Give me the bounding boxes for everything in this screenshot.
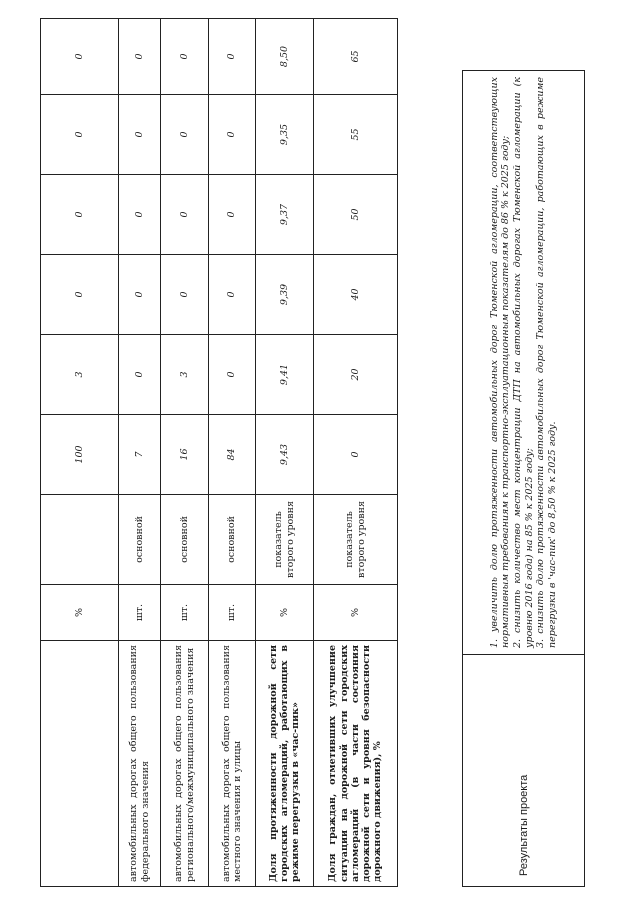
value-cell: 0 bbox=[41, 255, 119, 335]
table-row bbox=[161, 19, 209, 887]
value-cell: 8,50 bbox=[256, 19, 314, 95]
indicator-name: автомобильных дорогах общего пользования регионального/межмуниципального значения bbox=[161, 641, 209, 887]
results-row bbox=[463, 71, 585, 887]
value-cell: 9,43 bbox=[256, 415, 314, 495]
value-cell: 50 bbox=[314, 175, 398, 255]
level-cell: показатель второго уровня bbox=[256, 495, 314, 585]
level-cell: показатель второго уровня bbox=[314, 495, 398, 585]
results-label: Результаты проекта bbox=[463, 655, 585, 887]
unit-cell: шт. bbox=[209, 585, 256, 641]
indicator-name: Доля протяженности дорожной сети городских агломераций, работающих в режиме перегрузки в «час-пик» bbox=[256, 641, 314, 887]
result-item: 2. снизить количество мест концентрации ДТП на автомобильных дорогах Тюменской агломерации (к уровню 2016 года) на 85 % к 2025 году; bbox=[511, 77, 535, 648]
value-cell: 0 bbox=[314, 415, 398, 495]
value-cell: 0 bbox=[161, 175, 209, 255]
value-cell: 0 bbox=[119, 255, 161, 335]
result-item: 3. снизить долю протяженности автомобильных дорог Тюменской агломерации, работающих в режиме перегрузки в 'час-пик' до 8,50 % к 2025 году. bbox=[535, 77, 558, 648]
value-cell: 55 bbox=[314, 95, 398, 175]
table-row bbox=[41, 19, 119, 887]
unit-cell: % bbox=[314, 585, 398, 641]
value-cell: 0 bbox=[161, 95, 209, 175]
level-cell: основной bbox=[161, 495, 209, 585]
value-cell: 9,37 bbox=[256, 175, 314, 255]
value-cell: 0 bbox=[161, 255, 209, 335]
value-cell: 84 bbox=[209, 415, 256, 495]
indicator-name: автомобильных дорогах общего пользования федерального значения bbox=[119, 641, 161, 887]
unit-cell: шт. bbox=[119, 585, 161, 641]
value-cell: 16 bbox=[161, 415, 209, 495]
table-row bbox=[314, 19, 398, 887]
value-cell: 9,41 bbox=[256, 335, 314, 415]
value-cell: 0 bbox=[209, 19, 256, 95]
value-cell: 0 bbox=[119, 19, 161, 95]
indicator-name: Доля граждан, отметивших улучшение ситуации на дорожной сети городских агломераций (в части состояния дорожной сети и уровня безопасности дорожного движения), % bbox=[314, 641, 398, 887]
value-cell: 3 bbox=[41, 335, 119, 415]
unit-cell: % bbox=[256, 585, 314, 641]
value-cell: 0 bbox=[209, 95, 256, 175]
value-cell: 0 bbox=[209, 255, 256, 335]
indicator-name-top bbox=[41, 641, 119, 887]
level-cell bbox=[41, 495, 119, 585]
value-cell: 0 bbox=[41, 175, 119, 255]
value-cell: 7 bbox=[119, 415, 161, 495]
table-row bbox=[119, 19, 161, 887]
results-list bbox=[463, 71, 585, 655]
result-item: 1. увеличить долю протяженности автомобильных дорог Тюменской агломерации, соответствующих нормативным требованиям к транспортно-эксплуатационным показателям до 86 % к 2025 году; bbox=[488, 77, 512, 648]
level-cell: основной bbox=[119, 495, 161, 585]
value-cell: 65 bbox=[314, 19, 398, 95]
value-cell: 20 bbox=[314, 335, 398, 415]
value-cell: 0 bbox=[119, 95, 161, 175]
value-cell: 0 bbox=[209, 335, 256, 415]
level-cell: основной bbox=[209, 495, 256, 585]
indicator-name: автомобильных дорогах общего пользования местного значения и улицы bbox=[209, 641, 256, 887]
unit-cell: % bbox=[41, 585, 119, 641]
value-cell: 0 bbox=[41, 95, 119, 175]
value-cell: 0 bbox=[119, 175, 161, 255]
value-cell: 9,39 bbox=[256, 255, 314, 335]
value-cell: 0 bbox=[161, 19, 209, 95]
results-table bbox=[462, 70, 585, 887]
table-row bbox=[209, 19, 256, 887]
value-cell: 0 bbox=[209, 175, 256, 255]
value-cell: 0 bbox=[119, 335, 161, 415]
value-cell: 100 bbox=[41, 415, 119, 495]
value-cell: 3 bbox=[161, 335, 209, 415]
indicators-table bbox=[40, 18, 398, 887]
value-cell: 9,35 bbox=[256, 95, 314, 175]
table-row bbox=[256, 19, 314, 887]
value-cell: 40 bbox=[314, 255, 398, 335]
unit-cell: шт. bbox=[161, 585, 209, 641]
value-cell: 0 bbox=[41, 19, 119, 95]
